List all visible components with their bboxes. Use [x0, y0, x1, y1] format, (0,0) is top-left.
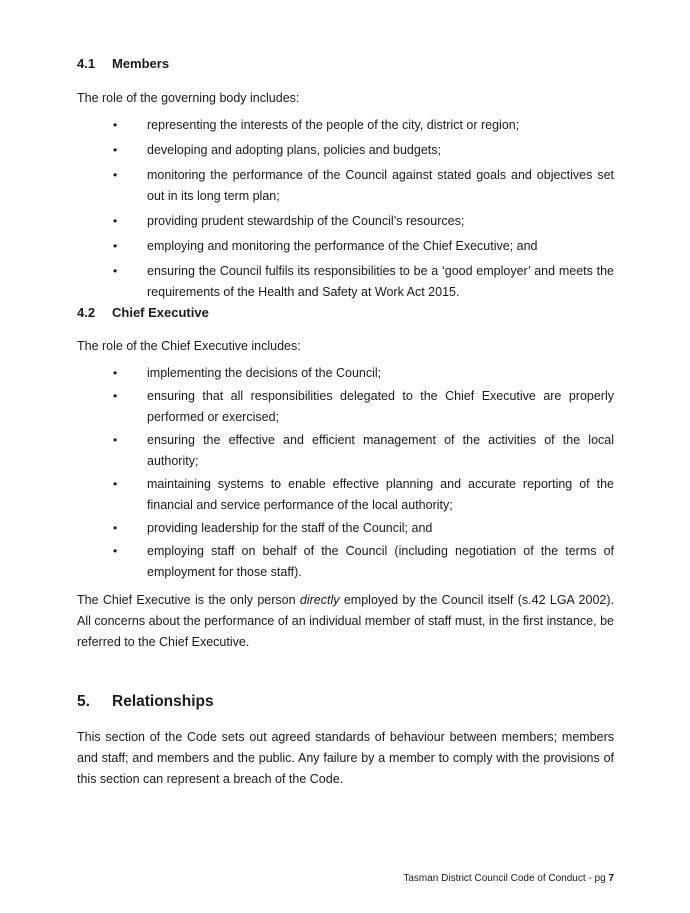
chief-executive-closing-paragraph: The Chief Executive is the only person directly employed by the Council itself (s.42 LGA 2002). All concerns about the performance of an individual member of staff must, in the first instance, be referred to the Chief Executive.: [77, 593, 614, 649]
footer-text: Tasman District Council Code of Conduct - pg: [403, 873, 609, 884]
list-item: • employing staff on behalf of the Council (including negotiation of the terms of employment for those staff).: [77, 541, 614, 583]
bullet-icon: •: [113, 214, 118, 228]
list-item: • developing and adopting plans, policies and budgets;: [77, 140, 614, 161]
bullet-icon: •: [113, 389, 118, 403]
bullet-icon: •: [113, 544, 118, 558]
section-4-1-heading: [77, 56, 169, 71]
emphasis-directly: directly: [299, 593, 340, 607]
bullet-icon: •: [113, 264, 118, 278]
section-title: Relationships: [112, 693, 214, 710]
section-number: 4.2: [77, 305, 96, 320]
section-number: 5.: [77, 693, 90, 710]
list-item: • ensuring that all responsibilities delegated to the Chief Executive are properly performed or exercised;: [77, 386, 614, 428]
list-item: • maintaining systems to enable effective planning and accurate reporting of the financial and service performance of the local authority;: [77, 474, 614, 516]
section-number: 4.1: [77, 56, 96, 71]
bullet-icon: •: [113, 168, 118, 182]
list-item: • employing and monitoring the performance of the Chief Executive; and: [77, 236, 614, 257]
section-title: Members: [112, 56, 170, 71]
list-item: • ensuring the effective and efficient management of the activities of the local authority;: [77, 430, 614, 472]
bullet-icon: •: [113, 433, 118, 447]
bullet-icon: •: [113, 366, 118, 380]
bullet-icon: •: [113, 477, 118, 491]
section-4-2-intro: The role of the Chief Executive includes:: [77, 339, 301, 353]
list-item: • providing prudent stewardship of the Council’s resources;: [77, 211, 614, 232]
list-item: • monitoring the performance of the Council against stated goals and objectives set out in its long term plan;: [77, 165, 614, 207]
list-item: • implementing the decisions of the Council;: [77, 363, 614, 384]
members-role-list: [77, 115, 614, 303]
chief-executive-role-list: [77, 363, 614, 583]
relationships-paragraph: This section of the Code sets out agreed standards of behaviour between members; members and staff; and members and the public. Any failure by a member to comply with the provisions of this section can represent a breach of the Code.: [77, 730, 614, 786]
page-footer: [403, 873, 614, 884]
list-item: • representing the interests of the people of the city, district or region;: [77, 115, 614, 136]
list-item: • providing leadership for the staff of the Council; and: [77, 518, 614, 539]
list-item: • ensuring the Council fulfils its responsibilities to be a ‘good employer’ and meets the requirements of the Health and Safety at Work Act 2015.: [77, 261, 614, 303]
section-title: Chief Executive: [112, 305, 209, 320]
section-4-1-intro: The role of the governing body includes:: [77, 91, 300, 105]
section-5-heading: [77, 693, 214, 711]
bullet-icon: •: [113, 143, 118, 157]
bullet-icon: •: [113, 118, 118, 132]
page-number: 7: [608, 873, 614, 884]
bullet-icon: •: [113, 521, 118, 535]
section-4-2-heading: [77, 305, 209, 320]
bullet-icon: •: [113, 239, 118, 253]
